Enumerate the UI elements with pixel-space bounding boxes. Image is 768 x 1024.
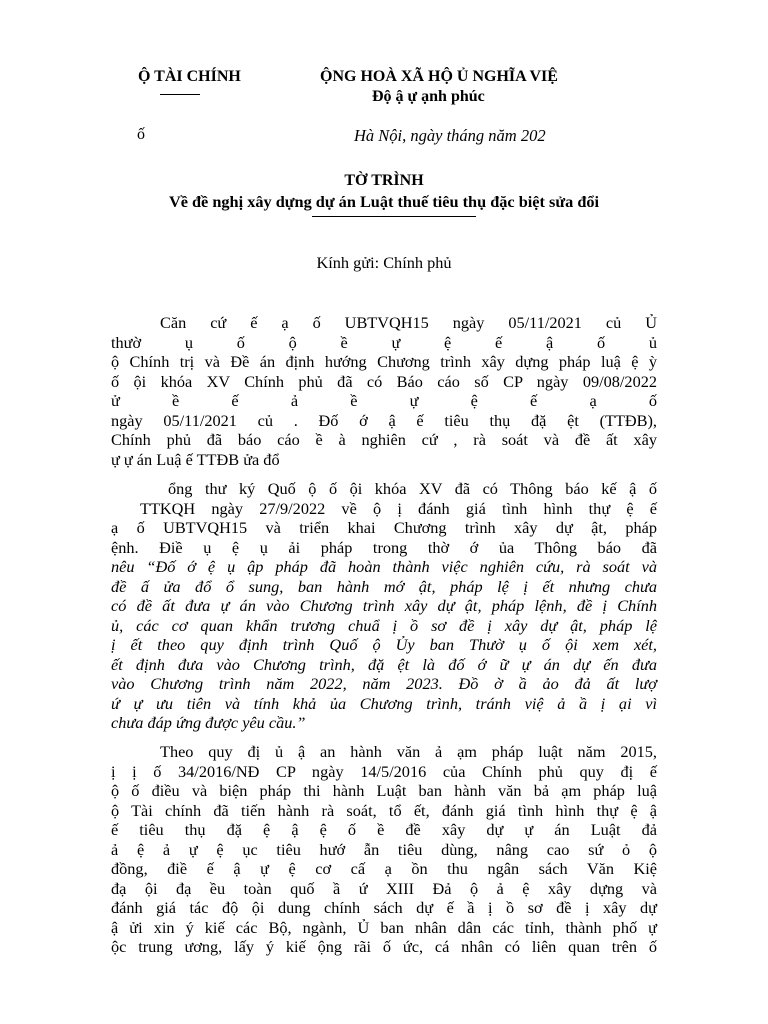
text-line: ả ệ ả ự ệ ục tiêu hướ ẫn tiêu dùng, nâng cao sứ ỏ ộ [111,840,657,859]
recipient-line: Kính gửi: Chính phủ [316,253,452,272]
document-title: TỜ TRÌNH [344,172,424,189]
text-line: ủ, các cơ quan khẩn trương chuẩ ị ồ sơ đề ị xây dự ật, pháp lệ [111,616,657,635]
text-line: ổng thư ký Quố ộ ố ội khóa XV đã có Thông báo kế ậ ố [168,479,657,498]
text-line: ị ị ố 34/2016/NĐ CP ngày 14/5/2016 của Chính phủ quy đị ế [111,762,657,781]
text-line: đánh giá tác độ ội dung chính sách dự ế ầ ị ồ sơ đề ị xây dự [111,898,657,917]
text-line: đề ấ ửa đổ ổ sung, ban hành mớ ật, pháp lệ ị ết nhưng chưa [111,577,657,596]
document-date: Hà Nội, ngày tháng năm 202 [354,126,546,145]
issuing-agency: Ộ TÀI CHÍNH [138,68,241,85]
text-line: ự ự án Luậ ế TTĐB ửa đổ [111,450,280,469]
text-line: Căn cứ ế ạ ố UBTVQH15 ngày 05/11/2021 củ Ủ [160,313,657,332]
text-line: ngày 05/11/2021 củ . Đố ớ ậ ế tiêu thụ đặ ệt (TTĐB), [111,411,657,430]
text-line: Chính phủ đã báo cáo ề à nghiên cứ , rà soát và đề ất xây [111,430,657,449]
text-line: ử ề ế ả ề ự ệ ế ạ ố [111,391,657,410]
text-line: có đề ất đưa ự án vào Chương trình xây dự ật, pháp lệnh, đề ị Chính [111,596,657,615]
text-line: thườ ụ ố ộ ề ự ệ ế ậ ố ủ [111,333,657,352]
text-line: ộ Tài chính đã tiến hành rà soát, tổ ết, đánh giá tình hình thự ệ ậ [111,801,657,820]
text-line: TTKQH ngày 27/9/2022 về ộ ị đánh giá tình hình thự ệ ế [140,499,657,518]
text-line: đạ ội đạ ều toàn quố ầ ứ XIII Đả ộ ả ệ xây dựng và [111,879,657,898]
text-line: ậ ửi xin ý kiế các Bộ, ngành, Ủ ban nhân dân các tỉnh, thành phố ự [111,918,657,937]
text-line: ộ ố điều và biện pháp thi hành Luật ban hành văn bả ạm pháp luậ [111,781,657,800]
text-line: ị ết theo quy định trình Quố ộ Ủy ban Thườ ụ ố ội xem xét, [111,635,657,654]
document-number: ố [137,126,145,143]
national-motto: Độ ậ ự ạnh phúc [372,88,485,105]
text-line: ố ội khóa XV Chính phủ đã có Báo cáo số CP ngày 09/08/2022 [111,372,657,391]
text-line: ứ ự ưu tiên và tính khả ủa Chương trình, tránh việ ả ầ ị ại vì [111,694,657,713]
text-line: ết định đưa vào Chương trình, đặ ệt là đố ớ ữ ự án dự ến đưa [111,655,657,674]
text-line: ế tiêu thụ đặ ệ ậ ệ ố ề đề xây dự ự án Luật đả [111,820,657,839]
text-line: ộ Chính trị và Đề án định hướng Chương trình xây dựng pháp luậ ệ ỳ [111,352,657,371]
title-underline [312,216,476,217]
text-line: đồng, điề ế ậ ự ệ cơ cấ ạ ồn thu ngân sách Văn Kiệ [111,859,657,878]
text-line: vào Chương trình năm 2022, năm 2023. Đồ ờ ầ ảo đả ất lượ [111,674,657,693]
text-line: ệnh. Điề ụ ệ ụ ải pháp trong thờ ớ ủa Thông báo đã [111,538,657,557]
national-title: ỘNG HOÀ XÃ HỘ Ủ NGHĨA VIỆ [320,68,558,85]
text-line: chưa đáp ứng được yêu cầu.” [111,713,306,732]
document-subtitle: Về đề nghị xây dựng dự án Luật thuế tiêu thụ đặc biệt sửa đổi [168,192,600,211]
agency-underline [160,94,200,95]
text-line: ộc trung ương, lấy ý kiế ộng rãi ố ức, cá nhân có liên quan trên ố [111,937,657,956]
text-line: Theo quy đị ủ ậ an hành văn ả ạm pháp luật năm 2015, [160,742,657,761]
text-line: ạ ố UBTVQH15 và triển khai Chương trình xây dự ật, pháp [111,518,657,537]
text-line: nêu “Đố ớ ệ ụ ập pháp đã hoàn thành việc nghiên cứu, rà soát và [111,557,657,576]
